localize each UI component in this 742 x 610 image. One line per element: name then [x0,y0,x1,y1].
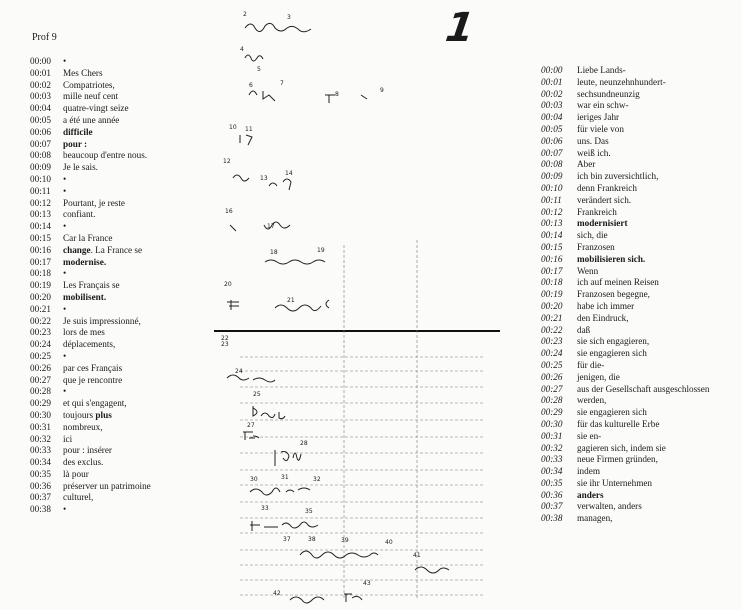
note-number: 30 [250,476,258,483]
timestamp: 00:12 [541,206,563,217]
timestamp: 00:29 [30,398,51,409]
source-line [30,492,200,504]
line-text-part: . La France se [90,244,143,255]
note-number: 27 [247,422,255,429]
source-line [30,162,200,174]
source-line [30,339,200,351]
timestamp: 00:11 [30,185,51,196]
note-number: 8 [335,91,339,98]
line-text: modernise. [63,256,107,267]
target-line [541,124,741,136]
timestamp: 00:16 [541,253,563,264]
source-line [30,434,200,446]
line-text: Compatriotes, [63,79,115,90]
source-line [30,386,200,398]
target-line [541,360,741,372]
line-text: culturel, [63,492,94,503]
target-line [541,395,741,407]
note-number: 35 [305,508,313,515]
source-line [30,80,200,92]
timestamp: 00:13 [541,218,563,229]
target-line [541,183,741,195]
timestamp: 00:06 [30,126,51,137]
timestamp: 00:01 [30,67,51,78]
timestamp: 00:20 [30,291,51,302]
timestamp: 00:36 [30,480,51,491]
line-text: ich bin zuversichtlich, [577,171,659,182]
note-number: 11 [245,126,253,133]
note-number: 21 [287,297,295,304]
line-text: gagieren sich, indem sie [577,442,666,453]
line-text: verwalten, anders [577,501,642,512]
target-line [541,277,741,289]
timestamp: 00:06 [541,135,563,146]
timestamp: 00:26 [30,362,51,373]
note-number: 3 [287,14,291,21]
line-text: leute, neunzehnhundert- [577,76,666,87]
notes-drawing [205,0,535,610]
line-text: • [63,303,67,314]
line-text: Wenn [577,265,599,276]
line-text: verändert sich. [577,194,632,205]
target-line [541,348,741,360]
line-text: managen, [577,513,613,524]
note-number: 16 [225,208,233,215]
timestamp: 00:24 [30,339,51,350]
line-text: uns. Das [577,135,609,146]
handwriting-strokes [227,23,449,603]
line-text: par ces Français [63,362,123,373]
line-text: nombreux, [63,421,103,432]
line-text: habe ich immer [577,300,635,311]
timestamp: 00:29 [541,407,563,418]
timestamp: 00:19 [541,289,563,300]
source-line [30,292,200,304]
timestamp: 00:21 [541,312,563,323]
timestamp: 00:26 [541,371,563,382]
line-text-part: toujours [63,409,96,420]
line-text: là pour [63,468,89,479]
source-line [30,209,200,221]
target-line [541,266,741,278]
timestamp: 00:18 [541,277,563,288]
timestamp: 00:32 [541,442,563,453]
target-line [541,325,741,337]
source-line [30,68,200,80]
line-text: et qui s'engagent, [63,398,127,409]
target-line [541,407,741,419]
timestamp: 00:05 [30,114,51,125]
source-line [30,186,200,198]
timestamp: 00:35 [30,468,51,479]
timestamp: 00:28 [541,395,563,406]
timestamp: 00:28 [30,386,51,397]
timestamp: 00:30 [30,409,51,420]
timestamp: 00:27 [541,383,563,394]
timestamp: 00:17 [541,265,563,276]
timestamp: 00:16 [30,244,51,255]
line-text: • [63,185,67,196]
timestamp: 00:24 [541,348,563,359]
source-line [30,127,200,139]
source-line [30,233,200,245]
timestamp: 00:23 [30,327,51,338]
source-line [30,198,200,210]
note-number: 7 [280,80,284,87]
line-text: lors de mes [63,327,105,338]
source-line [30,351,200,363]
timestamp: 00:19 [30,280,51,291]
source-line [30,245,200,257]
target-line [541,136,741,148]
line-text-emphasis: plus [95,409,112,420]
note-number: 22 [221,335,229,342]
timestamp: 00:35 [541,477,563,488]
line-text: weiß ich. [577,147,611,158]
target-line [541,501,741,513]
source-line [30,257,200,269]
target-line [541,112,741,124]
timestamp: 00:34 [30,457,51,468]
timestamp: 00:18 [30,268,51,279]
line-text: difficile [63,126,93,137]
target-line [541,301,741,313]
timestamp: 00:07 [541,147,563,158]
line-text: beaucoup d'entre nous. [63,150,148,161]
target-line [541,336,741,348]
source-line [30,481,200,493]
line-text: Pourtant, je reste [63,197,125,208]
timestamp: 00:07 [30,138,51,149]
target-line [541,289,741,301]
timestamp: 00:09 [30,162,51,173]
timestamp: 00:21 [30,303,51,314]
note-number: 28 [300,440,308,447]
line-text: Aber [577,159,596,170]
target-line [541,431,741,443]
target-line [541,230,741,242]
target-line [541,100,741,112]
target-line [541,254,741,266]
target-line [541,171,741,183]
timestamp: 00:00 [30,56,51,66]
timestamp: 00:22 [30,315,51,326]
note-number: 19 [317,247,325,254]
line-text: den Eindruck, [577,312,629,323]
timestamp: 00:37 [30,492,51,503]
note-number: 39 [341,537,349,544]
line-text: modernisiert [577,218,628,229]
line-text: Mes Chers [63,67,103,78]
note-number: 38 [308,536,316,543]
note-number: 9 [380,87,384,94]
note-number: 2 [243,11,247,18]
line-text: ici [63,433,73,444]
note-number: 43 [363,580,371,587]
timestamp: 00:09 [541,171,563,182]
line-text: indem [577,466,600,477]
line-text: für viele von [577,123,624,134]
source-line [30,445,200,457]
source-line [30,327,200,339]
timestamp: 00:25 [541,359,563,370]
note-number: 13 [260,175,268,182]
timestamp: 00:37 [541,501,563,512]
note-number: 18 [270,249,278,256]
line-text: Les Français se [63,280,120,291]
note-number: 10 [229,124,237,131]
timestamp: 00:20 [541,300,563,311]
source-line [30,363,200,375]
line-text: Franzosen begegne, [577,289,650,300]
line-text: sich, die [577,230,608,241]
note-number: 40 [385,539,393,546]
target-line [541,148,741,160]
timestamp: 00:05 [541,123,563,134]
target-line [541,195,741,207]
source-line [30,375,200,387]
line-text: für das kulturelle Erbe [577,418,660,429]
target-line [541,89,741,101]
timestamp: 00:02 [541,88,563,99]
timestamp: 00:03 [541,100,563,111]
note-number: 23 [221,341,229,348]
source-line [30,504,200,516]
target-line [541,159,741,171]
timestamp: 00:10 [541,182,563,193]
timestamp: 00:12 [30,197,51,208]
timestamp: 00:13 [30,209,51,220]
line-text: sie sich engagieren, [577,336,650,347]
source-line [30,150,200,162]
timestamp: 00:17 [30,256,51,267]
target-line [541,443,741,455]
line-text: quatre-vingt seize [63,103,129,114]
page-number: 1 [442,5,478,51]
target-line [541,513,741,525]
timestamp: 00:34 [541,466,563,477]
line-text: déplacements, [63,339,116,350]
timestamp: 00:32 [30,433,51,444]
line-text: pour : [63,138,88,149]
timestamp: 00:36 [541,489,563,500]
line-text: • [63,268,67,279]
line-text: sie en- [577,430,602,441]
line-text-emphasis: change [63,244,91,255]
source-line [30,174,200,186]
line-text [63,410,112,422]
line-text: ieriges Jahr [577,112,620,123]
timestamp: 00:08 [541,159,563,170]
line-text: • [63,221,67,232]
handwritten-notes-area [205,0,535,610]
timestamp: 00:01 [541,76,563,87]
target-line [541,454,741,466]
line-text: war ein schw- [577,100,629,111]
line-text: anders [577,489,604,500]
target-line [541,207,741,219]
timestamp: 00:22 [541,324,563,335]
line-text: mille neuf cent [63,91,119,102]
line-text: ich auf meinen Reisen [577,277,659,288]
timestamp: 00:33 [30,445,51,456]
target-line [541,218,741,230]
line-text: Liebe Lands- [577,65,626,75]
target-line [541,384,741,396]
line-text: • [63,173,67,184]
target-line [541,478,741,490]
timestamp: 00:02 [30,79,51,90]
line-text: werden, [577,395,607,406]
target-line [541,65,741,77]
note-number: 20 [224,281,232,288]
target-line [541,77,741,89]
line-text: préserver un patrimoine [63,480,151,491]
note-number: 41 [413,552,421,559]
note-number: 6 [249,82,253,89]
timestamp: 00:30 [541,418,563,429]
line-text: mobilisieren sich. [577,253,646,264]
source-line [30,268,200,280]
source-line [30,103,200,115]
source-line [30,316,200,328]
line-text: Je le sais. [63,162,98,173]
note-number: 37 [283,536,291,543]
line-text: aus der Gesellschaft ausgeschlossen [577,383,710,394]
timestamp: 00:25 [30,350,51,361]
line-text: sie engagieren sich [577,407,647,418]
note-number: 14 [285,170,293,177]
note-number: 32 [313,476,321,483]
line-text: confiant. [63,209,96,220]
note-number: 24 [235,368,243,375]
target-line [541,466,741,478]
timestamp: 00:14 [541,230,563,241]
line-text: jenigen, die [577,371,620,382]
target-line [541,242,741,254]
source-line [30,221,200,233]
line-text: • [63,386,67,397]
target-line [541,372,741,384]
source-line [30,304,200,316]
target-line [541,419,741,431]
note-number: 25 [253,391,261,398]
timestamp: 00:00 [541,65,563,75]
timestamp: 00:15 [541,241,563,252]
timestamp: 00:23 [541,336,563,347]
line-text: sechsundneunzig [577,88,640,99]
timestamp: 00:11 [541,194,562,205]
note-number: 12 [223,158,231,165]
source-line [30,139,200,151]
source-transcript-column [30,56,200,516]
source-line [30,398,200,410]
timestamp: 00:03 [30,91,51,102]
line-text: que je rencontre [63,374,123,385]
line-text: a été une année [63,114,120,125]
line-text: • [63,504,67,515]
target-line [541,490,741,502]
line-text: pour : insérer [63,445,112,456]
source-line [30,469,200,481]
target-transcript-column [541,65,741,525]
note-number: 4 [240,46,244,53]
timestamp: 00:38 [30,504,51,515]
line-text: Franzosen [577,241,615,252]
timestamp: 00:08 [30,150,51,161]
line-text: neue Firmen gründen, [577,454,658,465]
line-text: Frankreich [577,206,617,217]
line-text: des exclus. [63,457,104,468]
source-line [30,56,200,68]
note-ruled-lines [240,240,485,600]
source-line [30,457,200,469]
timestamp: 00:04 [30,103,51,114]
line-text: Car la France [63,232,113,243]
source-line [30,410,200,422]
timestamp: 00:31 [541,430,563,441]
line-text: daß [577,324,591,335]
line-text: • [63,56,67,66]
source-line [30,91,200,103]
timestamp: 00:15 [30,232,51,243]
line-text: sie ihr Unternehmen [577,477,653,488]
line-text [63,245,142,257]
note-number: 17 [267,223,275,230]
timestamp: 00:10 [30,173,51,184]
line-text: für die- [577,359,605,370]
timestamp: 00:33 [541,454,563,465]
timestamp: 00:14 [30,221,51,232]
timestamp: 00:27 [30,374,51,385]
note-number: 42 [273,590,281,597]
line-text: • [63,350,67,361]
source-line [30,280,200,292]
source-line [30,115,200,127]
line-text: denn Frankreich [577,182,637,193]
line-text: sie engagieren sich [577,348,647,359]
note-number: 33 [261,505,269,512]
timestamp: 00:38 [541,513,563,524]
source-line [30,422,200,434]
line-text: Je suis impressionné, [63,315,141,326]
note-number: 5 [257,66,261,73]
note-number: 31 [281,474,289,481]
target-line [541,313,741,325]
line-text: mobilisent. [63,291,107,302]
page-header: Prof 9 [32,32,57,43]
timestamp: 00:31 [30,421,51,432]
timestamp: 00:04 [541,112,563,123]
